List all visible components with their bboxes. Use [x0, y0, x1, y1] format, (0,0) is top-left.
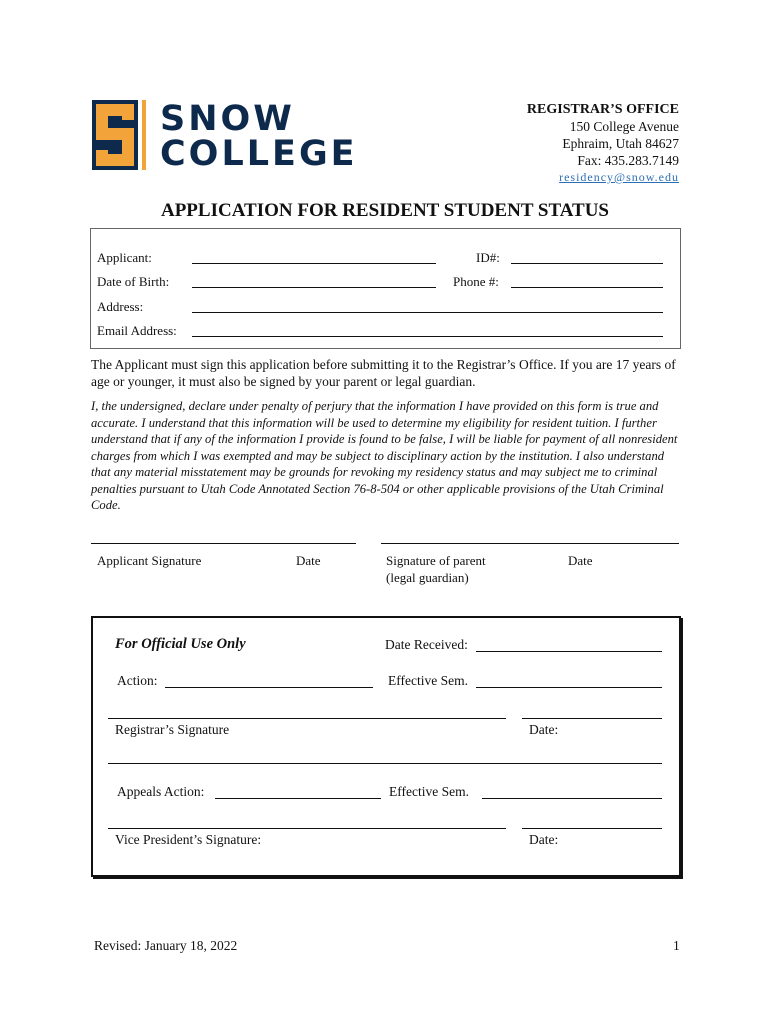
applicant-date-label: Date	[296, 553, 321, 568]
vp-signature-label: Vice President’s Signature:	[115, 832, 262, 847]
registrar-address-line2: Ephraim, Utah 84627	[562, 136, 679, 151]
intro-paragraph: The Applicant must sign this application before submitting it to the Registrar’s Office. If you are 17 years of age or younger, it must also be signed by your parent or legal guardian.	[91, 357, 676, 389]
dob-field[interactable]	[192, 287, 436, 288]
official-divider	[108, 763, 662, 764]
date-received-field[interactable]	[476, 651, 662, 652]
id-label: ID#:	[476, 250, 500, 265]
applicant-field[interactable]	[192, 263, 436, 264]
action-label: Action:	[117, 673, 158, 688]
registrar-signature-label: Registrar’s Signature	[115, 722, 230, 737]
applicant-label: Applicant:	[97, 250, 152, 265]
appeals-action-label: Appeals Action:	[117, 784, 205, 799]
phone-field[interactable]	[511, 287, 663, 288]
registrar-address-line1: 150 College Avenue	[569, 119, 679, 134]
applicant-signature-line[interactable]	[91, 543, 356, 544]
email-field[interactable]	[192, 336, 663, 337]
effective-sem-2-label: Effective Sem.	[389, 784, 469, 799]
vp-date-line[interactable]	[522, 828, 662, 829]
address-label: Address:	[97, 299, 144, 314]
page-number: 1	[673, 938, 680, 953]
vp-signature-line[interactable]	[108, 828, 506, 829]
registrar-signature-line[interactable]	[108, 718, 506, 719]
parent-date-label: Date	[568, 553, 593, 568]
registrar-fax: Fax: 435.283.7149	[577, 153, 679, 168]
address-field[interactable]	[192, 312, 663, 313]
registrar-email-link[interactable]: residency@snow.edu	[559, 170, 679, 184]
snow-college-logo	[92, 99, 358, 174]
vp-date-label: Date:	[529, 832, 559, 847]
effective-sem-label: Effective Sem.	[388, 673, 468, 688]
parent-signature-label: Signature of parent	[386, 553, 486, 568]
declaration-paragraph: I, the undersigned, declare under penalty of perjury that the information I have provided on this form is true and accurate. I understand that this information will be used to determine my eligibility for resident tuition. I further understand that if any of the information I provide is found to be false, I will be liable for payment of all nonresident charges from which I was exempted and may be subject to disciplinary action by the institution. I also understand that any material misstatement may be grounds for revoking my residency status and may subject me to criminal penalties pursuant to Utah Code Annotated Section 76-8-504 or other applicable provisions of the Utah Criminal Code.	[91, 399, 678, 512]
date-received-label: Date Received:	[385, 637, 468, 652]
parent-signature-line[interactable]	[381, 543, 679, 544]
official-use-heading: For Official Use Only	[115, 636, 246, 652]
applicant-info-box	[90, 228, 681, 349]
official-use-box	[91, 616, 681, 877]
phone-label: Phone #:	[453, 274, 499, 289]
registrar-title: REGISTRAR’S OFFICE	[526, 102, 679, 117]
registrar-date-line[interactable]	[522, 718, 662, 719]
effective-sem-2-field[interactable]	[482, 798, 662, 799]
dob-label: Date of Birth:	[97, 274, 170, 289]
appeals-action-field[interactable]	[215, 798, 381, 799]
parent-signature-sublabel: (legal guardian)	[386, 570, 469, 585]
form-title: APPLICATION FOR RESIDENT STUDENT STATUS	[160, 200, 609, 221]
revised-date: Revised: January 18, 2022	[94, 938, 238, 953]
snow-college-s-icon	[92, 100, 152, 172]
effective-sem-field[interactable]	[476, 687, 662, 688]
email-label: Email Address:	[97, 323, 177, 338]
id-field[interactable]	[511, 263, 663, 264]
registrar-date-label: Date:	[529, 722, 559, 737]
logo-word-snow: SNOW	[160, 99, 295, 139]
action-field[interactable]	[165, 687, 373, 688]
logo-word-college: COLLEGE	[160, 134, 358, 174]
applicant-signature-label: Applicant Signature	[97, 553, 202, 568]
registrar-contact-block	[527, 101, 679, 186]
